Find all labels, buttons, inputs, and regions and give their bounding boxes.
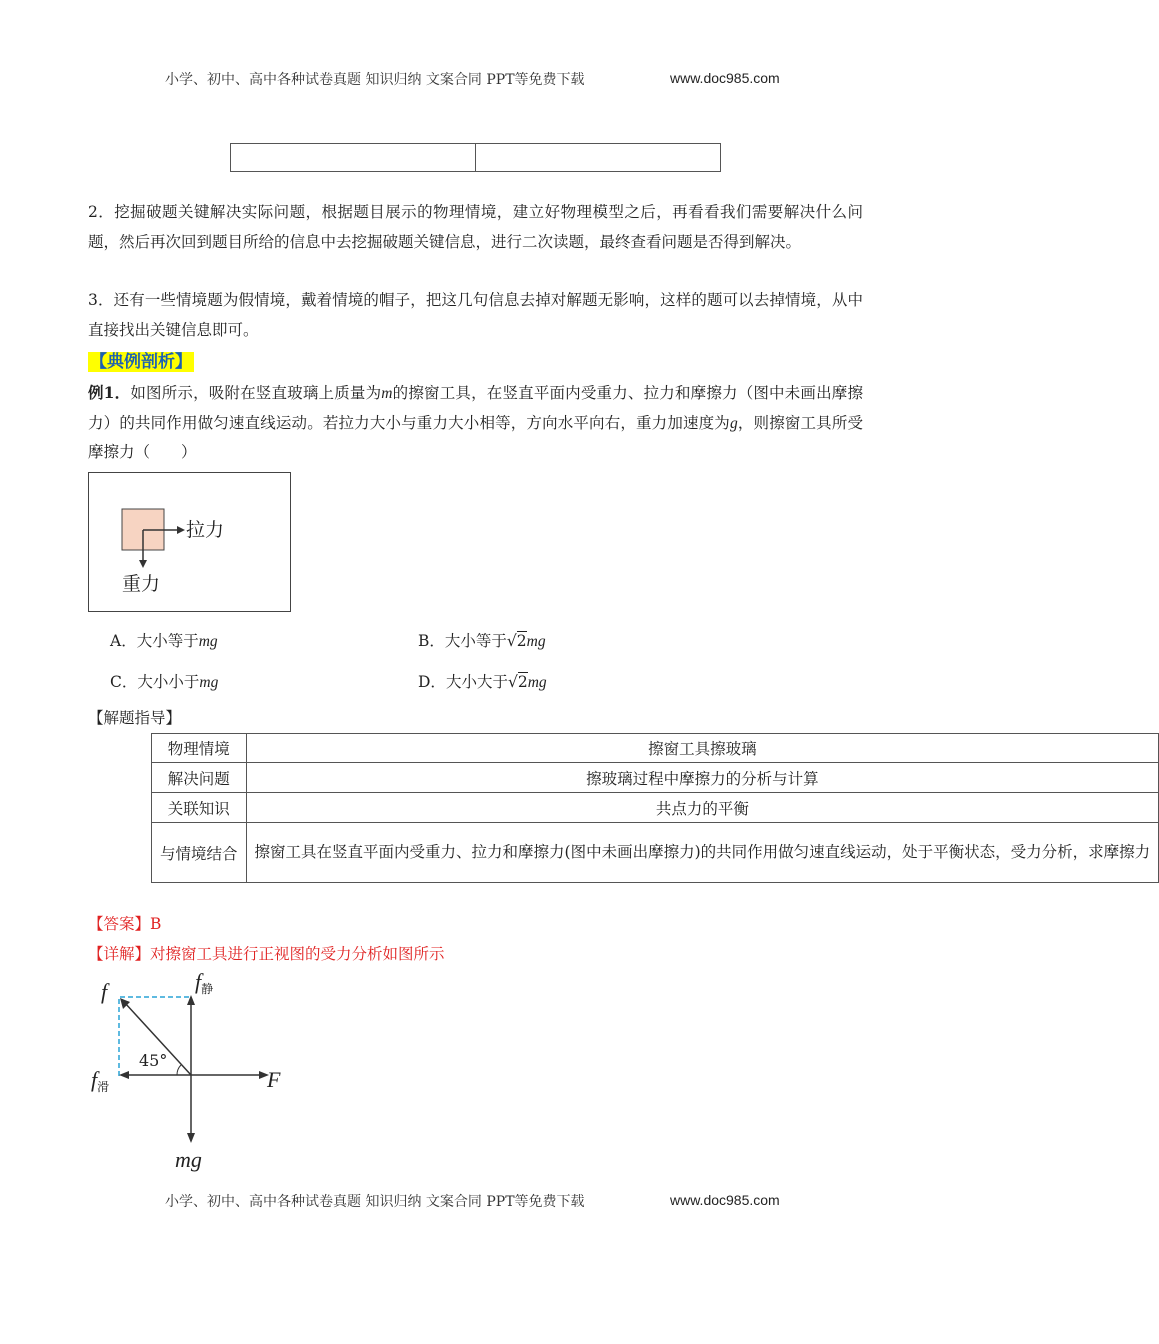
guide-heading: 【解题指导】 — [88, 709, 182, 727]
text: 【答案】 — [88, 915, 151, 933]
text: 滑 — [97, 1080, 110, 1095]
graphic — [476, 144, 721, 172]
var-m: m — [381, 385, 393, 402]
graphic — [119, 1071, 129, 1079]
text: 2 — [516, 632, 527, 650]
text: 关联知识 — [152, 793, 247, 823]
graphic — [231, 144, 721, 172]
label-mg: mg — [175, 1147, 202, 1172]
header-url[interactable]: www.doc985.com — [670, 70, 780, 86]
table-row — [152, 823, 1159, 883]
gravity-label: 重力 — [122, 573, 161, 595]
label-f-slide — [91, 1067, 109, 1095]
text: 大小大于 — [445, 673, 508, 691]
angle-label: 45° — [139, 1051, 168, 1070]
guide-table — [151, 733, 1159, 883]
header-text: 小学、初中、高中各种试卷真题 知识归纳 文案合同 PPT等免费下载 — [165, 72, 585, 88]
text: C． — [110, 673, 138, 691]
text: mg — [527, 674, 547, 691]
text: A． — [110, 632, 137, 650]
text: 静 — [201, 982, 214, 997]
label-F: F — [267, 1067, 281, 1092]
graphic — [139, 560, 147, 568]
example-text: ，则擦窗工具所受摩擦力（ ） — [88, 413, 863, 461]
text: f — [91, 1067, 98, 1092]
text: 擦窗工具在竖直平面内受重力、拉力和摩擦力(图中未画出摩擦力)的共同作用做匀速直线运动，处于平衡状态，受力分析，求摩擦力 — [246, 823, 1159, 883]
graphic — [231, 144, 721, 172]
text: 擦玻璃过程中摩擦力的分析与计算 — [246, 763, 1159, 793]
example-label: 例1． — [88, 383, 131, 402]
paragraph-3: 3．还有一些情境题为假情境，戴着情境的帽子，把这几句信息去掉对解题无影响，这样的题可以去掉情境，从中直接找出关键信息即可。 — [88, 291, 863, 339]
empty-table — [230, 143, 721, 172]
text: 解决问题 — [152, 763, 247, 793]
force-analysis-diagram — [85, 965, 305, 1180]
angle-arc — [177, 1065, 181, 1075]
text: D． — [418, 673, 446, 691]
answer — [88, 912, 161, 934]
text: f — [195, 969, 202, 994]
text: 共点力的平衡 — [246, 793, 1159, 823]
tool-force-diagram — [89, 473, 290, 611]
text: mg — [199, 674, 219, 691]
graphic — [177, 526, 185, 534]
text: 大小等于 — [136, 632, 199, 650]
text: 擦窗工具擦玻璃 — [246, 734, 1159, 763]
table-row — [152, 793, 1159, 823]
text: mg — [198, 633, 218, 650]
label-f-static — [195, 969, 213, 997]
label-f: f — [101, 979, 108, 1004]
example-text: 的擦窗工具，在竖直平面内受重力、拉力和摩擦力（图中未画出摩擦力）的共同作用做匀速直线运动。若拉力大小与重力大小相等，方向水平向右，重力加速度为 — [88, 384, 863, 432]
graphic — [152, 734, 1159, 883]
table-row — [152, 763, 1159, 793]
paragraph-2: 2．挖掘破题关键解决实际问题，根据题目展示的物理情境，建立好物理模型之后，再看看我们需要解决什么问题，然后再次回到题目所给的信息中去挖掘破题关键信息，进行二次读题，最终查看问题是否得到解决。 — [88, 203, 863, 251]
text: B — [150, 915, 162, 933]
option-d[interactable]: D．大小大于√2mg — [418, 673, 547, 691]
footer-text: 小学、初中、高中各种试卷真题 知识归纳 文案合同 PPT等免费下载 — [165, 1194, 585, 1210]
table-row — [152, 734, 1159, 763]
text: 2 — [517, 673, 528, 691]
text: B． — [418, 632, 445, 650]
footer-url[interactable]: www.doc985.com — [670, 1192, 780, 1208]
text: 【详解】 — [88, 945, 151, 963]
var-g: g — [729, 414, 738, 432]
text: 大小小于 — [137, 673, 200, 691]
detail — [88, 942, 445, 964]
option-a[interactable] — [110, 629, 218, 651]
option-b[interactable]: B．大小等于√2mg — [418, 632, 546, 650]
text: 与情境结合 — [152, 823, 247, 883]
graphic — [231, 144, 476, 172]
text: 物理情境 — [152, 734, 247, 763]
pull-label: 拉力 — [186, 519, 225, 541]
example-text: 如图所示，吸附在竖直玻璃上质量为 — [130, 384, 382, 402]
text: mg — [526, 633, 546, 650]
text: 大小等于 — [444, 632, 507, 650]
text: 对擦窗工具进行正视图的受力分析如图所示 — [150, 945, 445, 963]
example-question — [88, 378, 863, 468]
option-c[interactable] — [110, 670, 218, 692]
figure-window — [88, 472, 291, 612]
graphic — [187, 1133, 195, 1143]
graphic — [88, 347, 194, 372]
section-heading: 【典例剖析】 — [90, 352, 192, 372]
